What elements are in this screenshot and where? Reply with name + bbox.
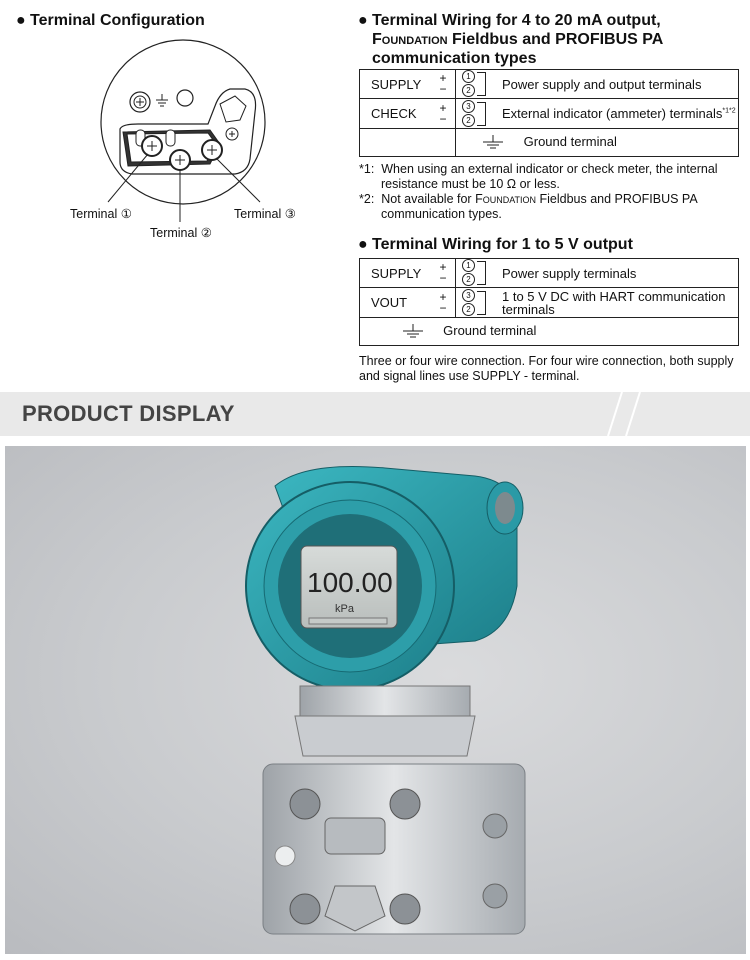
table-row: VOUT + − $\frac{3}{2}$ 1 to 5 V DC with HART communication terminals [360,288,739,318]
banner-title: PRODUCT DISPLAY [22,401,235,426]
table-row [360,129,739,157]
banner-slash-decoration [600,392,660,436]
footnote-marker: *1*2 [722,107,736,115]
connection-note: Three or four wire connection. For four wire connection, both supply and signal lines use SUPPLY - terminal. [359,354,734,383]
row-description: Power supply terminals [502,259,739,288]
terminal-1-label: Terminal ① [70,207,132,221]
terminal-2-label: Terminal ② [150,226,212,240]
wiring-table-1-5 [359,258,739,346]
signal-label: CHECK [360,99,432,129]
terminal-config-title: ● Terminal Configuration [16,12,205,29]
pressure-transmitter-illustration [5,446,746,954]
ground-icon [402,324,424,340]
table-row: SUPPLY + − $\frac{1}{2}$ Power supply terminals [360,259,739,288]
signal-label: VOUT [360,288,432,318]
signal-label: SUPPLY [360,70,432,99]
table-row: SUPPLY + − $\frac{1}{2}$ Power supply and output terminals [360,70,739,99]
row-description: Power supply and output terminals [502,70,739,99]
row-description: External indicator (ammeter) terminals [502,106,723,121]
signal-label: SUPPLY [360,259,432,288]
ground-icon [482,135,504,151]
wiring-table-4-20 [359,69,739,157]
wiring-4-20-title: ● Terminal Wiring for 4 to 20 mA output, Foundation Fieldbus and PROFIBUS PA communication types [358,12,664,67]
row-description-cont: terminals [502,301,555,317]
ground-label: Ground terminal [443,323,537,339]
row-description: 1 to 5 V DC with HART communication [502,288,726,304]
lcd-unit: kPa [335,603,354,615]
terminal-3-label: Terminal ③ [234,207,296,221]
footnote-2: *2: Not available for Foundation Fieldbus and PROFIBUS PA communication types. [359,192,698,221]
wiring-1-5-title: ● Terminal Wiring for 1 to 5 V output [358,236,633,253]
ground-label: Ground terminal [523,134,617,150]
footnote-1: *1: When using an external indicator or check meter, the internal resistance must be 10 Ω or less. [359,162,718,191]
table-row [360,318,739,346]
lcd-value: 100.00 [307,567,393,598]
table-row: CHECK + − $\frac{3}{2}$ External indicator (ammeter) terminals$^{*1*2}$ [360,99,739,129]
